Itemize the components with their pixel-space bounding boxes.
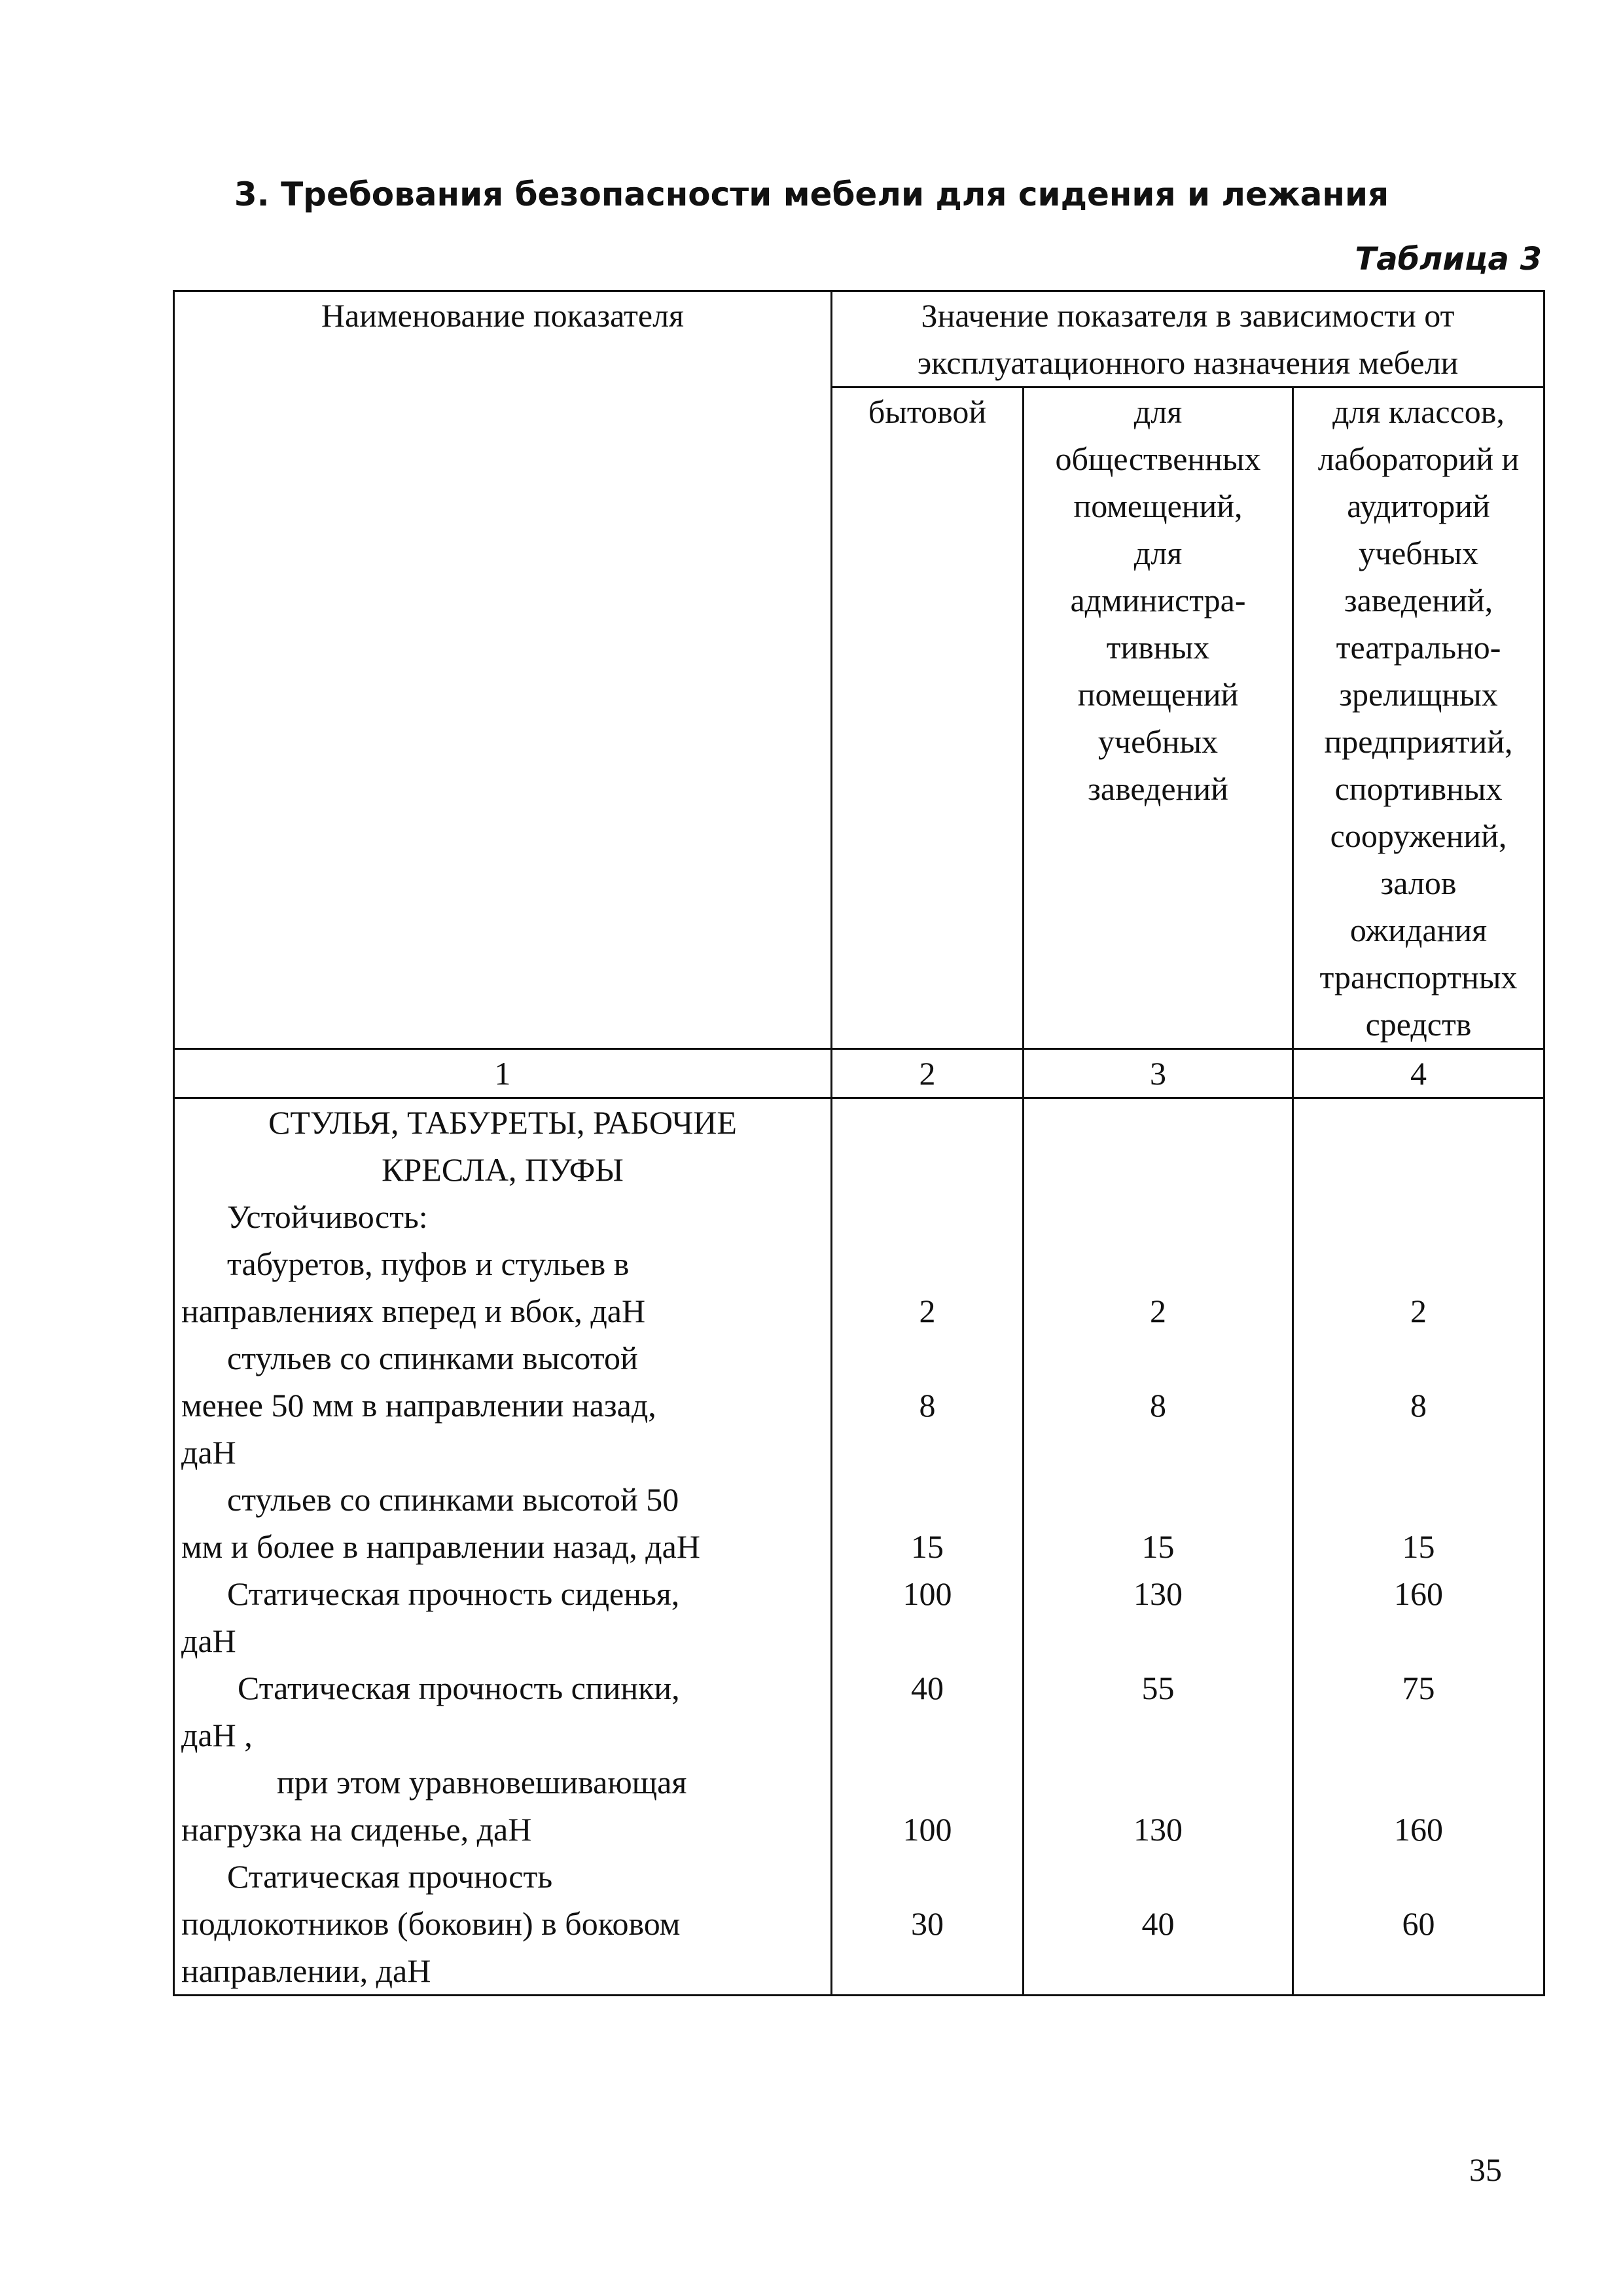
row-label: стульев со спинками высотой 50 (227, 1481, 679, 1518)
row-label: стульев со спинками высотой (227, 1340, 638, 1376)
row-label: даН , (181, 1717, 253, 1753)
column-number-row (174, 1049, 1544, 1098)
header-classrooms: для классов, лабораторий и аудиторий учебных заведений, театрально- зрелищных предприятий, спортивных сооружений, залов ожидания транспортных средств (1293, 387, 1544, 1049)
value: 60 (1402, 1905, 1435, 1942)
column-number: 3 (1024, 1049, 1293, 1098)
section-title: 3. Требования безопасности мебели для сидения и лежания (234, 175, 1389, 213)
row-label: даН (181, 1623, 236, 1659)
safety-requirements-table (173, 290, 1545, 1996)
value: 15 (1141, 1528, 1175, 1565)
table-label: Таблица 3 (1355, 241, 1542, 278)
values-classrooms-cell (1293, 1098, 1544, 1996)
row-label: при этом уравновешивающая (277, 1764, 687, 1801)
column-number: 2 (832, 1049, 1024, 1098)
row-label: Статическая прочность (227, 1858, 553, 1895)
value: 130 (1133, 1575, 1183, 1612)
value: 100 (902, 1575, 952, 1612)
row-label: направлениях вперед и вбок, даН (181, 1293, 646, 1329)
header-indicator-name: Наименование показателя (174, 291, 832, 1049)
row-label: нагрузка на сиденье, даН (181, 1811, 532, 1848)
value: 130 (1133, 1811, 1183, 1848)
value: 15 (1402, 1528, 1435, 1565)
values-household-cell (832, 1098, 1024, 1996)
column-number: 1 (174, 1049, 832, 1098)
value: 2 (919, 1293, 936, 1329)
row-label: табуретов, пуфов и стульев в (227, 1246, 630, 1282)
value: 8 (1150, 1387, 1166, 1424)
furniture-section-title: КРЕСЛА, ПУФЫ (382, 1151, 624, 1188)
value: 2 (1150, 1293, 1166, 1329)
header-value-group: Значение показателя в зависимости от эксплуатационного назначения мебели (832, 291, 1544, 387)
table-body-row (174, 1098, 1544, 1996)
header-public-premises: для общественных помещений, для администра- тивных помещений учебных заведений (1024, 387, 1293, 1049)
value: 2 (1410, 1293, 1427, 1329)
value: 100 (902, 1811, 952, 1848)
row-label: Статическая прочность спинки, (238, 1670, 680, 1706)
value: 55 (1141, 1670, 1175, 1706)
row-label: Статическая прочность сиденья, (227, 1575, 680, 1612)
value: 160 (1394, 1811, 1443, 1848)
header-household: бытовой (832, 387, 1024, 1049)
furniture-section-title: СТУЛЬЯ, ТАБУРЕТЫ, РАБОЧИЕ (268, 1104, 737, 1141)
row-label: подлокотников (боковин) в боковом (181, 1905, 681, 1942)
row-label: Устойчивость: (227, 1198, 428, 1235)
row-label: мм и более в направлении назад, даН (181, 1528, 700, 1565)
row-label: направлении, даН (181, 1952, 431, 1989)
value: 40 (1141, 1905, 1175, 1942)
value: 75 (1402, 1670, 1435, 1706)
value: 160 (1394, 1575, 1443, 1612)
value: 8 (1410, 1387, 1427, 1424)
values-public-cell (1024, 1098, 1293, 1996)
indicator-names-cell (174, 1098, 832, 1996)
value: 15 (911, 1528, 944, 1565)
value: 8 (919, 1387, 936, 1424)
table-header-row (174, 291, 1544, 387)
row-label: даН (181, 1434, 236, 1471)
row-label: менее 50 мм в направлении назад, (181, 1387, 656, 1424)
page-number: 35 (1469, 2151, 1502, 2188)
value: 40 (911, 1670, 944, 1706)
value: 30 (911, 1905, 944, 1942)
column-number: 4 (1293, 1049, 1544, 1098)
